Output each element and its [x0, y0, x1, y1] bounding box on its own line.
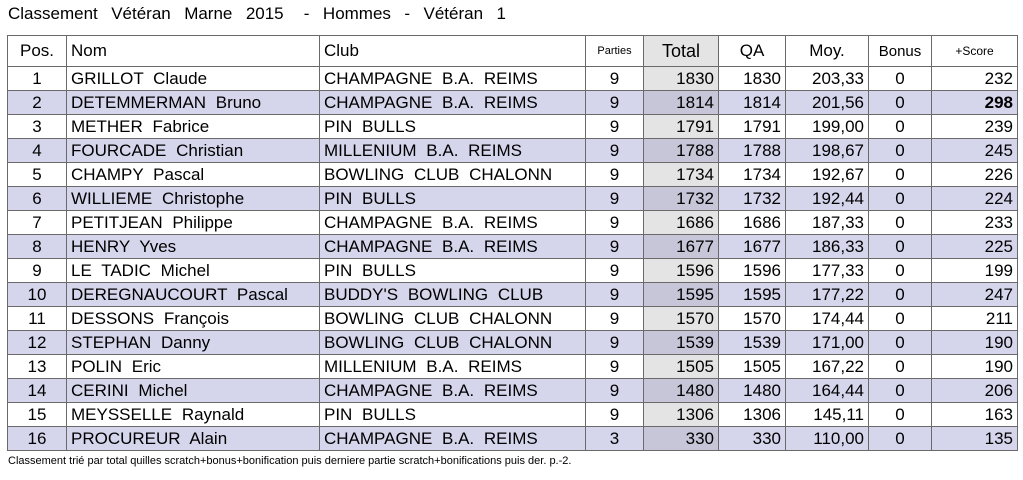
- cell-nom: METHER Fabrice: [67, 115, 320, 139]
- cell-qa: 1596: [719, 259, 786, 283]
- cell-parties: 9: [586, 211, 644, 235]
- cell-qa: 1677: [719, 235, 786, 259]
- cell-bonus: 0: [869, 403, 932, 427]
- col-header-nom: Nom: [67, 36, 320, 67]
- cell-bonus: 0: [869, 379, 932, 403]
- table-row: [8, 139, 1018, 163]
- cell-bonus: 0: [869, 355, 932, 379]
- cell-pos: 10: [8, 283, 67, 307]
- cell-club: CHAMPAGNE B.A. REIMS: [320, 235, 586, 259]
- cell-parties: 9: [586, 331, 644, 355]
- cell-parties: 3: [586, 427, 644, 451]
- col-header-bonus: Bonus: [869, 36, 932, 67]
- cell-club: BUDDY'S BOWLING CLUB: [320, 283, 586, 307]
- cell-pos: 16: [8, 427, 67, 451]
- cell-score: 233: [932, 211, 1018, 235]
- cell-club: PIN BULLS: [320, 403, 586, 427]
- cell-bonus: 0: [869, 187, 932, 211]
- cell-moy: 192,67: [786, 163, 869, 187]
- cell-total: 1595: [644, 283, 719, 307]
- cell-club: CHAMPAGNE B.A. REIMS: [320, 91, 586, 115]
- cell-pos: 12: [8, 331, 67, 355]
- cell-parties: 9: [586, 355, 644, 379]
- cell-total: 1686: [644, 211, 719, 235]
- footnote: Classement trié par total quilles scratch+bonus+bonification puis derniere partie scratch+bonifications puis der. p.-2.: [8, 455, 572, 467]
- table-row: [8, 355, 1018, 379]
- cell-club: CHAMPAGNE B.A. REIMS: [320, 379, 586, 403]
- cell-score: 239: [932, 115, 1018, 139]
- cell-nom: DESSONS François: [67, 307, 320, 331]
- cell-club: CHAMPAGNE B.A. REIMS: [320, 67, 586, 91]
- table-row: [8, 259, 1018, 283]
- cell-moy: 174,44: [786, 307, 869, 331]
- cell-moy: 186,33: [786, 235, 869, 259]
- cell-parties: 9: [586, 403, 644, 427]
- cell-pos: 14: [8, 379, 67, 403]
- cell-parties: 9: [586, 163, 644, 187]
- col-header-score: +Score: [932, 36, 1018, 67]
- cell-bonus: 0: [869, 331, 932, 355]
- table-row: [8, 67, 1018, 91]
- cell-pos: 9: [8, 259, 67, 283]
- cell-total: 1480: [644, 379, 719, 403]
- cell-qa: 330: [719, 427, 786, 451]
- cell-moy: 177,33: [786, 259, 869, 283]
- cell-pos: 7: [8, 211, 67, 235]
- table-row: [8, 211, 1018, 235]
- header-row: [8, 36, 1018, 67]
- cell-score: 245: [932, 139, 1018, 163]
- col-header-moy: Moy.: [786, 36, 869, 67]
- cell-pos: 13: [8, 355, 67, 379]
- cell-club: MILLENIUM B.A. REIMS: [320, 355, 586, 379]
- cell-qa: 1686: [719, 211, 786, 235]
- table-row: [8, 235, 1018, 259]
- cell-total: 1732: [644, 187, 719, 211]
- cell-nom: GRILLOT Claude: [67, 67, 320, 91]
- cell-score: 226: [932, 163, 1018, 187]
- cell-total: 1734: [644, 163, 719, 187]
- cell-pos: 11: [8, 307, 67, 331]
- cell-pos: 15: [8, 403, 67, 427]
- table-row: [8, 115, 1018, 139]
- cell-nom: CHAMPY Pascal: [67, 163, 320, 187]
- cell-moy: 171,00: [786, 331, 869, 355]
- cell-pos: 2: [8, 91, 67, 115]
- cell-parties: 9: [586, 187, 644, 211]
- cell-qa: 1480: [719, 379, 786, 403]
- cell-moy: 187,33: [786, 211, 869, 235]
- cell-moy: 164,44: [786, 379, 869, 403]
- cell-bonus: 0: [869, 283, 932, 307]
- cell-score: 298: [932, 91, 1018, 115]
- cell-club: BOWLING CLUB CHALONN: [320, 163, 586, 187]
- cell-club: PIN BULLS: [320, 115, 586, 139]
- cell-bonus: 0: [869, 211, 932, 235]
- cell-nom: FOURCADE Christian: [67, 139, 320, 163]
- cell-moy: 177,22: [786, 283, 869, 307]
- cell-moy: 203,33: [786, 67, 869, 91]
- cell-pos: 1: [8, 67, 67, 91]
- cell-qa: 1539: [719, 331, 786, 355]
- cell-score: 225: [932, 235, 1018, 259]
- cell-score: 232: [932, 67, 1018, 91]
- cell-score: 199: [932, 259, 1018, 283]
- cell-club: PIN BULLS: [320, 187, 586, 211]
- cell-nom: DETEMMERMAN Bruno: [67, 91, 320, 115]
- cell-score: 190: [932, 355, 1018, 379]
- cell-nom: DEREGNAUCOURT Pascal: [67, 283, 320, 307]
- cell-score: 211: [932, 307, 1018, 331]
- cell-club: PIN BULLS: [320, 259, 586, 283]
- cell-score: 247: [932, 283, 1018, 307]
- table-row: [8, 283, 1018, 307]
- cell-nom: MEYSSELLE Raynald: [67, 403, 320, 427]
- cell-score: 135: [932, 427, 1018, 451]
- cell-qa: 1306: [719, 403, 786, 427]
- cell-parties: 9: [586, 91, 644, 115]
- cell-moy: 145,11: [786, 403, 869, 427]
- cell-bonus: 0: [869, 163, 932, 187]
- cell-parties: 9: [586, 307, 644, 331]
- table-row: [8, 379, 1018, 403]
- cell-total: 1306: [644, 403, 719, 427]
- cell-bonus: 0: [869, 115, 932, 139]
- cell-moy: 192,44: [786, 187, 869, 211]
- cell-pos: 6: [8, 187, 67, 211]
- col-header-club: Club: [320, 36, 586, 67]
- cell-nom: PROCUREUR Alain: [67, 427, 320, 451]
- cell-total: 1539: [644, 331, 719, 355]
- cell-qa: 1814: [719, 91, 786, 115]
- ranking-table: [7, 35, 1018, 451]
- cell-pos: 8: [8, 235, 67, 259]
- cell-bonus: 0: [869, 307, 932, 331]
- table-row: [8, 187, 1018, 211]
- col-header-pos: Pos.: [8, 36, 67, 67]
- cell-moy: 110,00: [786, 427, 869, 451]
- cell-bonus: 0: [869, 67, 932, 91]
- cell-total: 1677: [644, 235, 719, 259]
- cell-total: 1505: [644, 355, 719, 379]
- cell-total: 1791: [644, 115, 719, 139]
- cell-qa: 1830: [719, 67, 786, 91]
- cell-total: 1596: [644, 259, 719, 283]
- cell-total: 1830: [644, 67, 719, 91]
- cell-total: 1788: [644, 139, 719, 163]
- cell-qa: 1734: [719, 163, 786, 187]
- table-row: [8, 91, 1018, 115]
- cell-bonus: 0: [869, 427, 932, 451]
- cell-moy: 198,67: [786, 139, 869, 163]
- cell-nom: HENRY Yves: [67, 235, 320, 259]
- cell-club: BOWLING CLUB CHALONN: [320, 331, 586, 355]
- cell-qa: 1788: [719, 139, 786, 163]
- cell-total: 330: [644, 427, 719, 451]
- cell-bonus: 0: [869, 235, 932, 259]
- cell-nom: CERINI Michel: [67, 379, 320, 403]
- cell-nom: STEPHAN Danny: [67, 331, 320, 355]
- table-row: [8, 163, 1018, 187]
- cell-parties: 9: [586, 283, 644, 307]
- cell-parties: 9: [586, 139, 644, 163]
- cell-nom: POLIN Eric: [67, 355, 320, 379]
- cell-score: 190: [932, 331, 1018, 355]
- cell-score: 163: [932, 403, 1018, 427]
- col-header-qa: QA: [719, 36, 786, 67]
- cell-pos: 5: [8, 163, 67, 187]
- cell-nom: WILLIEME Christophe: [67, 187, 320, 211]
- cell-moy: 199,00: [786, 115, 869, 139]
- cell-parties: 9: [586, 235, 644, 259]
- cell-parties: 9: [586, 259, 644, 283]
- cell-qa: 1570: [719, 307, 786, 331]
- cell-score: 224: [932, 187, 1018, 211]
- cell-pos: 3: [8, 115, 67, 139]
- cell-qa: 1595: [719, 283, 786, 307]
- cell-total: 1570: [644, 307, 719, 331]
- cell-bonus: 0: [869, 91, 932, 115]
- page-title: Classement Vétéran Marne 2015 - Hommes - Vétéran 1: [8, 4, 506, 23]
- cell-bonus: 0: [869, 139, 932, 163]
- col-header-parties: Parties: [586, 36, 644, 67]
- cell-parties: 9: [586, 379, 644, 403]
- col-header-total: Total: [644, 36, 719, 67]
- cell-parties: 9: [586, 67, 644, 91]
- table-row: [8, 427, 1018, 451]
- cell-club: BOWLING CLUB CHALONN: [320, 307, 586, 331]
- cell-qa: 1505: [719, 355, 786, 379]
- table-row: [8, 331, 1018, 355]
- cell-qa: 1732: [719, 187, 786, 211]
- table-row: [8, 403, 1018, 427]
- cell-parties: 9: [586, 115, 644, 139]
- cell-moy: 201,56: [786, 91, 869, 115]
- cell-bonus: 0: [869, 259, 932, 283]
- table-row: [8, 307, 1018, 331]
- cell-nom: PETITJEAN Philippe: [67, 211, 320, 235]
- cell-club: CHAMPAGNE B.A. REIMS: [320, 211, 586, 235]
- cell-moy: 167,22: [786, 355, 869, 379]
- cell-club: CHAMPAGNE B.A. REIMS: [320, 427, 586, 451]
- cell-qa: 1791: [719, 115, 786, 139]
- cell-club: MILLENIUM B.A. REIMS: [320, 139, 586, 163]
- cell-score: 206: [932, 379, 1018, 403]
- cell-pos: 4: [8, 139, 67, 163]
- cell-total: 1814: [644, 91, 719, 115]
- cell-nom: LE TADIC Michel: [67, 259, 320, 283]
